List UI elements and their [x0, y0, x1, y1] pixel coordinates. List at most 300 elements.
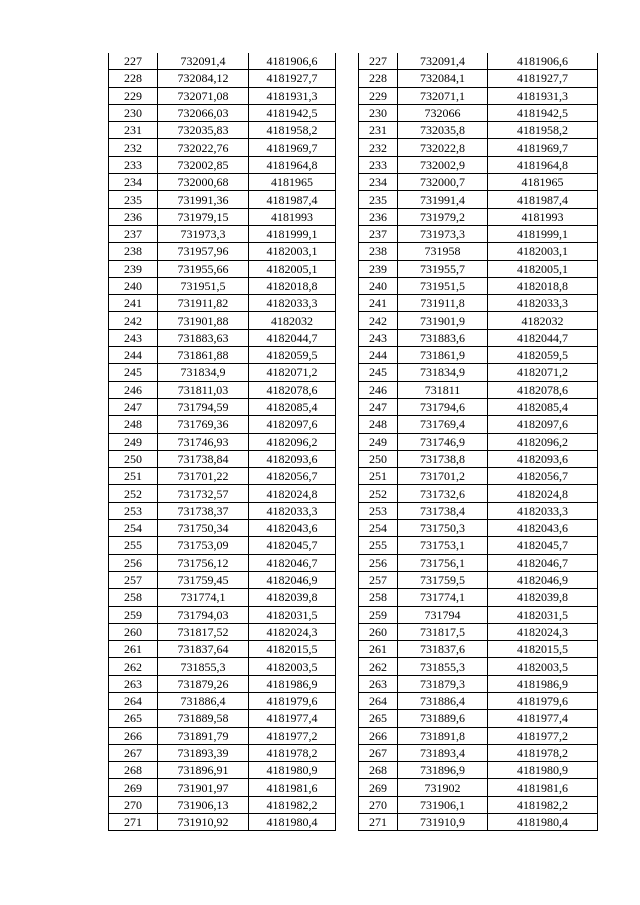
y-coordinate-cell: 4181980,4 [249, 814, 336, 831]
x-coordinate-cell: 731879,26 [158, 675, 249, 692]
point-number-cell: 253 [109, 502, 158, 519]
x-coordinate-cell: 731817,5 [398, 623, 488, 640]
table-row [109, 710, 336, 727]
x-coordinate-cell: 731979,2 [398, 208, 488, 225]
table-row [359, 260, 598, 277]
table-row [109, 502, 336, 519]
point-number-cell: 268 [109, 762, 158, 779]
y-coordinate-cell: 4181999,1 [488, 225, 598, 242]
point-number-cell: 250 [109, 450, 158, 467]
x-coordinate-cell: 731774,1 [158, 589, 249, 606]
point-number-cell: 231 [109, 122, 158, 139]
x-coordinate-cell: 731911,8 [398, 295, 488, 312]
table-row [359, 485, 598, 502]
table-row [359, 364, 598, 381]
x-coordinate-cell: 731901,97 [158, 779, 249, 796]
y-coordinate-cell: 4182093,6 [488, 450, 598, 467]
point-number-cell: 252 [359, 485, 398, 502]
y-coordinate-cell: 4181987,4 [488, 191, 598, 208]
point-number-cell: 232 [109, 139, 158, 156]
table-row [359, 796, 598, 813]
y-coordinate-cell: 4181906,6 [249, 53, 336, 70]
x-coordinate-cell: 731756,1 [398, 554, 488, 571]
y-coordinate-cell: 4182071,2 [488, 364, 598, 381]
y-coordinate-cell: 4182003,5 [249, 658, 336, 675]
point-number-cell: 239 [109, 260, 158, 277]
table-row [109, 329, 336, 346]
table-row [109, 675, 336, 692]
point-number-cell: 235 [359, 191, 398, 208]
point-number-cell: 237 [109, 225, 158, 242]
x-coordinate-cell: 731893,4 [398, 744, 488, 761]
x-coordinate-cell: 731769,36 [158, 416, 249, 433]
x-coordinate-cell: 731834,9 [158, 364, 249, 381]
point-number-cell: 265 [359, 710, 398, 727]
x-coordinate-cell: 731957,96 [158, 243, 249, 260]
table-row [109, 571, 336, 588]
table-row [109, 104, 336, 121]
point-number-cell: 247 [359, 398, 398, 415]
point-number-cell: 257 [109, 571, 158, 588]
y-coordinate-cell: 4182039,8 [249, 589, 336, 606]
table-row [109, 727, 336, 744]
y-coordinate-cell: 4181987,4 [249, 191, 336, 208]
table-row [359, 208, 598, 225]
table-row [109, 364, 336, 381]
point-number-cell: 227 [109, 53, 158, 70]
y-coordinate-cell: 4182043,6 [488, 520, 598, 537]
y-coordinate-cell: 4181981,6 [249, 779, 336, 796]
table-row [359, 606, 598, 623]
x-coordinate-cell: 732066 [398, 104, 488, 121]
table-row [359, 243, 598, 260]
x-coordinate-cell: 732091,4 [158, 53, 249, 70]
x-coordinate-cell: 731911,82 [158, 295, 249, 312]
table-row [359, 520, 598, 537]
point-number-cell: 234 [359, 174, 398, 191]
table-row [359, 814, 598, 831]
point-number-cell: 265 [109, 710, 158, 727]
y-coordinate-cell: 4182033,3 [488, 502, 598, 519]
table-row [359, 641, 598, 658]
y-coordinate-cell: 4182078,6 [249, 381, 336, 398]
y-coordinate-cell: 4181980,9 [249, 762, 336, 779]
y-coordinate-cell: 4182024,3 [488, 623, 598, 640]
point-number-cell: 227 [359, 53, 398, 70]
x-coordinate-cell: 731732,6 [398, 485, 488, 502]
x-coordinate-cell: 731889,6 [398, 710, 488, 727]
point-number-cell: 260 [359, 623, 398, 640]
point-number-cell: 242 [109, 312, 158, 329]
x-coordinate-cell: 731901,88 [158, 312, 249, 329]
x-coordinate-cell: 731738,37 [158, 502, 249, 519]
point-number-cell: 259 [109, 606, 158, 623]
x-coordinate-cell: 732071,08 [158, 87, 249, 104]
y-coordinate-cell: 4182059,5 [488, 347, 598, 364]
table-row [359, 762, 598, 779]
x-coordinate-cell: 731811 [398, 381, 488, 398]
y-coordinate-cell: 4182044,7 [488, 329, 598, 346]
y-coordinate-cell: 4182059,5 [249, 347, 336, 364]
y-coordinate-cell: 4182045,7 [488, 537, 598, 554]
x-coordinate-cell: 731759,5 [398, 571, 488, 588]
x-coordinate-cell: 731973,3 [398, 225, 488, 242]
y-coordinate-cell: 4182032 [249, 312, 336, 329]
table-row [109, 433, 336, 450]
table-row [109, 762, 336, 779]
y-coordinate-cell: 4182033,3 [249, 502, 336, 519]
x-coordinate-cell: 731979,15 [158, 208, 249, 225]
table-row [359, 450, 598, 467]
table-row [109, 191, 336, 208]
x-coordinate-cell: 731774,1 [398, 589, 488, 606]
point-number-cell: 263 [359, 675, 398, 692]
x-coordinate-cell: 731834,9 [398, 364, 488, 381]
point-number-cell: 244 [359, 347, 398, 364]
y-coordinate-cell: 4181969,7 [249, 139, 336, 156]
y-coordinate-cell: 4182046,7 [488, 554, 598, 571]
x-coordinate-cell: 731732,57 [158, 485, 249, 502]
point-number-cell: 249 [109, 433, 158, 450]
table-row [359, 571, 598, 588]
table-row [359, 692, 598, 709]
table-row [359, 744, 598, 761]
point-number-cell: 243 [109, 329, 158, 346]
table-row [359, 658, 598, 675]
point-number-cell: 248 [109, 416, 158, 433]
point-number-cell: 258 [109, 589, 158, 606]
point-number-cell: 237 [359, 225, 398, 242]
x-coordinate-cell: 731855,3 [398, 658, 488, 675]
x-coordinate-cell: 731811,03 [158, 381, 249, 398]
point-number-cell: 267 [359, 744, 398, 761]
y-coordinate-cell: 4182044,7 [249, 329, 336, 346]
y-coordinate-cell: 4182018,8 [249, 277, 336, 294]
y-coordinate-cell: 4181927,7 [249, 70, 336, 87]
coordinates-table-left-body [109, 53, 336, 831]
point-number-cell: 263 [109, 675, 158, 692]
y-coordinate-cell: 4182096,2 [488, 433, 598, 450]
table-row [359, 502, 598, 519]
table-row [359, 156, 598, 173]
point-number-cell: 262 [359, 658, 398, 675]
x-coordinate-cell: 732071,1 [398, 87, 488, 104]
x-coordinate-cell: 731756,12 [158, 554, 249, 571]
table-row [359, 225, 598, 242]
x-coordinate-cell: 731902 [398, 779, 488, 796]
point-number-cell: 264 [359, 692, 398, 709]
table-row [359, 174, 598, 191]
x-coordinate-cell: 731753,09 [158, 537, 249, 554]
x-coordinate-cell: 731889,58 [158, 710, 249, 727]
table-row [359, 779, 598, 796]
point-number-cell: 269 [109, 779, 158, 796]
y-coordinate-cell: 4181999,1 [249, 225, 336, 242]
y-coordinate-cell: 4182046,7 [249, 554, 336, 571]
x-coordinate-cell: 731794,6 [398, 398, 488, 415]
table-row [109, 260, 336, 277]
y-coordinate-cell: 4182015,5 [488, 641, 598, 658]
y-coordinate-cell: 4182003,5 [488, 658, 598, 675]
y-coordinate-cell: 4181980,4 [488, 814, 598, 831]
table-row [359, 589, 598, 606]
x-coordinate-cell: 731738,84 [158, 450, 249, 467]
x-coordinate-cell: 731861,88 [158, 347, 249, 364]
table-row [359, 122, 598, 139]
table-row [359, 312, 598, 329]
point-number-cell: 239 [359, 260, 398, 277]
table-row [359, 277, 598, 294]
table-row [109, 416, 336, 433]
y-coordinate-cell: 4181977,4 [488, 710, 598, 727]
point-number-cell: 230 [359, 104, 398, 121]
y-coordinate-cell: 4181978,2 [488, 744, 598, 761]
point-number-cell: 229 [359, 87, 398, 104]
table-row [109, 623, 336, 640]
point-number-cell: 228 [359, 70, 398, 87]
point-number-cell: 242 [359, 312, 398, 329]
x-coordinate-cell: 731991,36 [158, 191, 249, 208]
point-number-cell: 270 [109, 796, 158, 813]
y-coordinate-cell: 4182096,2 [249, 433, 336, 450]
x-coordinate-cell: 731738,4 [398, 502, 488, 519]
table-row [109, 53, 336, 70]
x-coordinate-cell: 731958 [398, 243, 488, 260]
table-row [109, 692, 336, 709]
x-coordinate-cell: 731906,1 [398, 796, 488, 813]
point-number-cell: 240 [359, 277, 398, 294]
point-number-cell: 269 [359, 779, 398, 796]
table-row [359, 398, 598, 415]
x-coordinate-cell: 731746,9 [398, 433, 488, 450]
point-number-cell: 246 [109, 381, 158, 398]
point-number-cell: 250 [359, 450, 398, 467]
point-number-cell: 261 [359, 641, 398, 658]
point-number-cell: 259 [359, 606, 398, 623]
x-coordinate-cell: 731750,3 [398, 520, 488, 537]
x-coordinate-cell: 731753,1 [398, 537, 488, 554]
x-coordinate-cell: 731817,52 [158, 623, 249, 640]
y-coordinate-cell: 4181979,6 [488, 692, 598, 709]
point-number-cell: 260 [109, 623, 158, 640]
x-coordinate-cell: 731955,66 [158, 260, 249, 277]
point-number-cell: 231 [359, 122, 398, 139]
y-coordinate-cell: 4182056,7 [249, 468, 336, 485]
x-coordinate-cell: 731701,22 [158, 468, 249, 485]
table-row [359, 381, 598, 398]
x-coordinate-cell: 731955,7 [398, 260, 488, 277]
x-coordinate-cell: 731769,4 [398, 416, 488, 433]
x-coordinate-cell: 731901,9 [398, 312, 488, 329]
point-number-cell: 234 [109, 174, 158, 191]
table-row [109, 70, 336, 87]
table-row [109, 122, 336, 139]
table-row [359, 433, 598, 450]
table-row [109, 312, 336, 329]
x-coordinate-cell: 732002,85 [158, 156, 249, 173]
y-coordinate-cell: 4182039,8 [488, 589, 598, 606]
y-coordinate-cell: 4181978,2 [249, 744, 336, 761]
table-row [359, 191, 598, 208]
point-number-cell: 244 [109, 347, 158, 364]
table-row [109, 295, 336, 312]
y-coordinate-cell: 4182024,8 [249, 485, 336, 502]
y-coordinate-cell: 4181982,2 [249, 796, 336, 813]
y-coordinate-cell: 4181977,2 [488, 727, 598, 744]
point-number-cell: 262 [109, 658, 158, 675]
point-number-cell: 232 [359, 139, 398, 156]
x-coordinate-cell: 732022,8 [398, 139, 488, 156]
table-row [359, 87, 598, 104]
x-coordinate-cell: 731910,92 [158, 814, 249, 831]
x-coordinate-cell: 731886,4 [398, 692, 488, 709]
y-coordinate-cell: 4182032 [488, 312, 598, 329]
point-number-cell: 238 [109, 243, 158, 260]
y-coordinate-cell: 4182003,1 [488, 243, 598, 260]
table-row [109, 398, 336, 415]
x-coordinate-cell: 732000,7 [398, 174, 488, 191]
x-coordinate-cell: 731794,59 [158, 398, 249, 415]
x-coordinate-cell: 731906,13 [158, 796, 249, 813]
table-row [359, 554, 598, 571]
point-number-cell: 271 [109, 814, 158, 831]
point-number-cell: 257 [359, 571, 398, 588]
table-row [359, 675, 598, 692]
table-row [359, 104, 598, 121]
point-number-cell: 266 [359, 727, 398, 744]
table-row [109, 485, 336, 502]
table-row [359, 295, 598, 312]
coordinates-table-left [108, 53, 336, 831]
x-coordinate-cell: 731893,39 [158, 744, 249, 761]
y-coordinate-cell: 4181964,8 [488, 156, 598, 173]
table-row [109, 606, 336, 623]
x-coordinate-cell: 732022,76 [158, 139, 249, 156]
table-row [109, 589, 336, 606]
point-number-cell: 238 [359, 243, 398, 260]
table-row [109, 658, 336, 675]
table-row [109, 347, 336, 364]
coordinates-table-right [358, 53, 598, 831]
y-coordinate-cell: 4181982,2 [488, 796, 598, 813]
point-number-cell: 236 [359, 208, 398, 225]
x-coordinate-cell: 731746,93 [158, 433, 249, 450]
y-coordinate-cell: 4181977,2 [249, 727, 336, 744]
x-coordinate-cell: 731886,4 [158, 692, 249, 709]
y-coordinate-cell: 4182031,5 [249, 606, 336, 623]
y-coordinate-cell: 4182085,4 [488, 398, 598, 415]
point-number-cell: 235 [109, 191, 158, 208]
point-number-cell: 229 [109, 87, 158, 104]
table-row [109, 208, 336, 225]
table-row [109, 139, 336, 156]
x-coordinate-cell: 731896,91 [158, 762, 249, 779]
y-coordinate-cell: 4182018,8 [488, 277, 598, 294]
y-coordinate-cell: 4182097,6 [249, 416, 336, 433]
point-number-cell: 241 [109, 295, 158, 312]
y-coordinate-cell: 4181977,4 [249, 710, 336, 727]
point-number-cell: 256 [359, 554, 398, 571]
x-coordinate-cell: 732035,8 [398, 122, 488, 139]
point-number-cell: 240 [109, 277, 158, 294]
y-coordinate-cell: 4181927,7 [488, 70, 598, 87]
x-coordinate-cell: 731738,8 [398, 450, 488, 467]
point-number-cell: 233 [359, 156, 398, 173]
point-number-cell: 261 [109, 641, 158, 658]
table-row [109, 156, 336, 173]
point-number-cell: 254 [359, 520, 398, 537]
x-coordinate-cell: 731794 [398, 606, 488, 623]
y-coordinate-cell: 4181958,2 [488, 122, 598, 139]
table-row [359, 623, 598, 640]
y-coordinate-cell: 4182031,5 [488, 606, 598, 623]
y-coordinate-cell: 4182093,6 [249, 450, 336, 467]
point-number-cell: 248 [359, 416, 398, 433]
table-row [109, 520, 336, 537]
table-row [109, 450, 336, 467]
point-number-cell: 258 [359, 589, 398, 606]
x-coordinate-cell: 731837,64 [158, 641, 249, 658]
table-row [109, 381, 336, 398]
x-coordinate-cell: 731837,6 [398, 641, 488, 658]
x-coordinate-cell: 731855,3 [158, 658, 249, 675]
x-coordinate-cell: 731883,63 [158, 329, 249, 346]
point-number-cell: 270 [359, 796, 398, 813]
point-number-cell: 243 [359, 329, 398, 346]
y-coordinate-cell: 4181993 [249, 208, 336, 225]
point-number-cell: 249 [359, 433, 398, 450]
x-coordinate-cell: 731883,6 [398, 329, 488, 346]
y-coordinate-cell: 4181942,5 [488, 104, 598, 121]
point-number-cell: 233 [109, 156, 158, 173]
y-coordinate-cell: 4181980,9 [488, 762, 598, 779]
y-coordinate-cell: 4182097,6 [488, 416, 598, 433]
table-row [109, 225, 336, 242]
point-number-cell: 268 [359, 762, 398, 779]
y-coordinate-cell: 4181969,7 [488, 139, 598, 156]
point-number-cell: 255 [109, 537, 158, 554]
coordinates-table-right-body [359, 53, 598, 831]
x-coordinate-cell: 732035,83 [158, 122, 249, 139]
point-number-cell: 251 [359, 468, 398, 485]
y-coordinate-cell: 4182024,3 [249, 623, 336, 640]
point-number-cell: 252 [109, 485, 158, 502]
point-number-cell: 271 [359, 814, 398, 831]
table-row [109, 243, 336, 260]
y-coordinate-cell: 4181981,6 [488, 779, 598, 796]
table-row [359, 727, 598, 744]
table-row [109, 174, 336, 191]
x-coordinate-cell: 731861,9 [398, 347, 488, 364]
x-coordinate-cell: 731910,9 [398, 814, 488, 831]
point-number-cell: 267 [109, 744, 158, 761]
x-coordinate-cell: 731891,8 [398, 727, 488, 744]
y-coordinate-cell: 4181986,9 [488, 675, 598, 692]
table-row [359, 537, 598, 554]
table-row [109, 641, 336, 658]
y-coordinate-cell: 4182033,3 [488, 295, 598, 312]
table-row [359, 416, 598, 433]
y-coordinate-cell: 4182046,9 [249, 571, 336, 588]
table-row [359, 53, 598, 70]
y-coordinate-cell: 4181965 [488, 174, 598, 191]
y-coordinate-cell: 4182045,7 [249, 537, 336, 554]
y-coordinate-cell: 4182005,1 [488, 260, 598, 277]
x-coordinate-cell: 732000,68 [158, 174, 249, 191]
point-number-cell: 228 [109, 70, 158, 87]
x-coordinate-cell: 731991,4 [398, 191, 488, 208]
point-number-cell: 251 [109, 468, 158, 485]
